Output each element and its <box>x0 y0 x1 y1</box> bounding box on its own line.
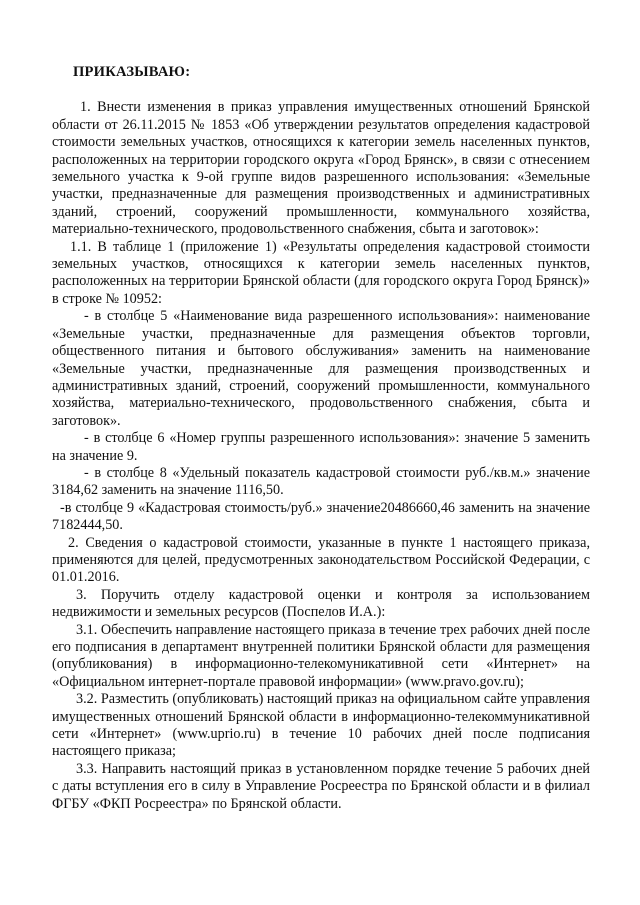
paragraph-1: 1. Внести изменения в приказ управления имущественных отношений Брянской области от 26.11.2015 № 1853 «Об утверждении результатов определения кадастровой стоимости земельных участков, относящихся к категории земель населенных пунктов, расположенных на территории городского округа «Город Брянск», в связи с отнесением земельного участка к 9-ой группе видов разрешенного использования: «Земельные участки, предназначенные для размещения производственных и административных зданий, строений, сооружений промышленности, коммунального хозяйства, материально-технического, продовольственного снабжения, сбыта и заготовок»: <box>52 99 590 238</box>
paragraph-column-9: -в столбце 9 «Кадастровая стоимость/руб.» значение20486660,46 заменить на значение 7182444,50. <box>52 499 590 534</box>
paragraph-3-1: 3.1. Обеспечить направление настоящего приказа в течение трех рабочих дней после его подписания в департамент внутренней политики Брянской области для размещения (опубликования) в информационно-телекомуникативной сети «Интернет» на «Официальном интернет-портале правовой информации» (www.pravo.gov.ru); <box>52 621 590 690</box>
document-page <box>52 64 590 813</box>
paragraph-3-3: 3.3. Направить настоящий приказ в установленном порядке течение 5 рабочих дней с даты вступления его в силу в Управление Росреестра по Брянской области и в филиал ФГБУ «ФКП Росреестра» по Брянской области. <box>52 760 590 812</box>
paragraph-column-8: - в столбце 8 «Удельный показатель кадастровой стоимости руб./кв.м.» значение 3184,62 заменить на значение 1116,50. <box>52 464 590 499</box>
paragraph-2: 2. Сведения о кадастровой стоимости, указанные в пункте 1 настоящего приказа, применяются для целей, предусмотренных законодательством Российской Федерации, с 01.01.2016. <box>52 534 590 586</box>
paragraph-3-2: 3.2. Разместить (опубликовать) настоящий приказ на официальном сайте управления имущественных отношений Брянской области в информационно-телекоммуникативной сети «Интернет» (www.uprio.ru) в течение 10 рабочих дней после подписания настоящего приказа; <box>52 691 590 760</box>
paragraph-1-1: 1.1. В таблице 1 (приложение 1) «Результаты определения кадастровой стоимости земельных участков, относящихся к категории земель населенных пунктов, расположенных на территории Брянской области (для городского округа Город Брянск)» в строке № 10952: <box>52 238 590 307</box>
paragraph-3: 3. Поручить отделу кадастровой оценки и контроля за использованием недвижимости и земельных ресурсов (Поспелов И.А.): <box>52 586 590 621</box>
paragraph-column-6: - в столбце 6 «Номер группы разрешенного использования»: значение 5 заменить на значение 9. <box>52 430 590 464</box>
paragraph-column-5: - в столбце 5 «Наименование вида разрешенного использования»: наименование «Земельные участки, предназначенные для размещения объектов торговли, общественного питания и бытового обслуживания» заменить на наименование «Земельные участки, предназначенные для размещения производственных и административных зданий, строений, сооружений промышленности, коммунального хозяйства, материально-технического, продовольственного снабжения, сбыта и заготовок». <box>52 308 590 429</box>
order-heading: ПРИКАЗЫВАЮ: <box>73 64 191 80</box>
